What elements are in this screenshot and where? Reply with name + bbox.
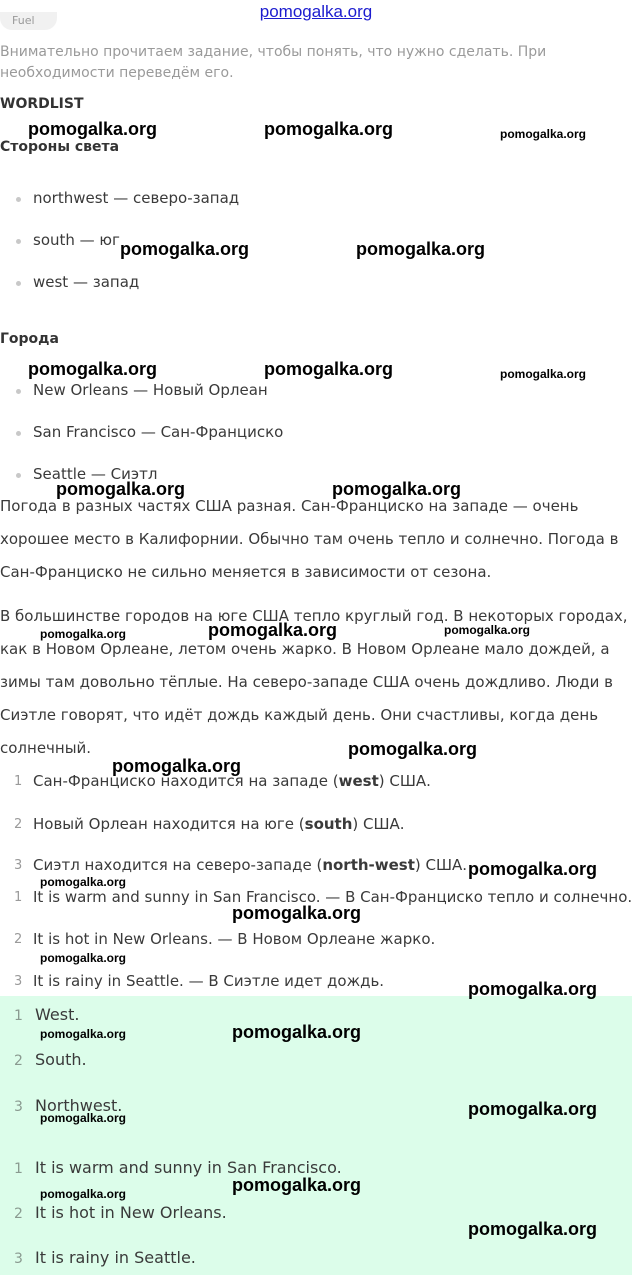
- group-title-directions: Стороны света: [0, 139, 120, 155]
- answer-box: 1 West. 2 South. 3 Northwest. 1 It is warm and sunny in San Francisco. 2 It is hot in New Orleans. 3 It is rainy in Seattle.: [0, 996, 632, 1275]
- wordlist-heading: WORDLIST: [0, 96, 84, 112]
- group-title-cities: Города: [0, 331, 59, 347]
- watermark: pomogalka.org: [348, 739, 478, 759]
- watermark: pomogalka.org: [40, 1111, 127, 1125]
- watermark: pomogalka.org: [468, 1099, 598, 1119]
- bullet-icon: [16, 389, 21, 394]
- watermark: pomogalka.org: [468, 859, 598, 879]
- watermark: pomogalka.org: [40, 627, 127, 641]
- watermark: pomogalka.org: [40, 1187, 127, 1201]
- text-paragraph-1: Погода в разных частях США разная. Сан-Франциско на западе — очень хорошее место в Калифорнии. Обычно там очень тепло и солнечно. Погода в Сан-Франциско не сильно меняется в зависимости от сезона.: [0, 497, 619, 581]
- watermark: pomogalka.org: [40, 951, 127, 965]
- site-title-link[interactable]: pomogalka.org: [259, 2, 373, 21]
- bullet-icon: [16, 281, 21, 286]
- tag-chip: Fuel: [0, 12, 57, 30]
- watermark: pomogalka.org: [28, 359, 158, 379]
- watermark: pomogalka.org: [40, 875, 127, 889]
- watermark: pomogalka.org: [468, 979, 598, 999]
- watermark: pomogalka.org: [120, 239, 250, 259]
- watermark: pomogalka.org: [208, 620, 338, 640]
- watermark: pomogalka.org: [332, 479, 462, 499]
- watermark: pomogalka.org: [112, 756, 242, 776]
- intro-text: Внимательно прочитаем задание, чтобы понять, что нужно сделать. При необходимости переведём его.: [0, 44, 547, 81]
- bullet-icon: [16, 473, 21, 478]
- watermark: pomogalka.org: [232, 1175, 362, 1195]
- watermark: pomogalka.org: [356, 239, 486, 259]
- bullet-icon: [16, 239, 21, 244]
- watermark: pomogalka.org: [264, 119, 394, 139]
- bullet-icon: [16, 431, 21, 436]
- text-paragraph-2: В большинстве городов на юге США тепло круглый год. В некоторых городах, как в Новом Орлеане, летом очень жарко. В Новом Орлеане мало дождей, а зимы там довольно тёплые. На северо-западе США очень дождливо. Люди в Сиэтле говорят, что идёт дождь каждый день. Они счастливы, когда день солнечный.: [0, 607, 628, 757]
- watermark: pomogalka.org: [444, 623, 531, 637]
- watermark: pomogalka.org: [40, 1027, 127, 1041]
- watermark: pomogalka.org: [468, 1219, 598, 1239]
- watermark: pomogalka.org: [500, 367, 587, 381]
- watermark: pomogalka.org: [264, 359, 394, 379]
- watermark: pomogalka.org: [56, 479, 186, 499]
- watermark: pomogalka.org: [232, 903, 362, 923]
- watermark: pomogalka.org: [232, 1022, 362, 1042]
- watermark: pomogalka.org: [28, 119, 158, 139]
- bullet-icon: [16, 197, 21, 202]
- watermark: pomogalka.org: [500, 127, 587, 141]
